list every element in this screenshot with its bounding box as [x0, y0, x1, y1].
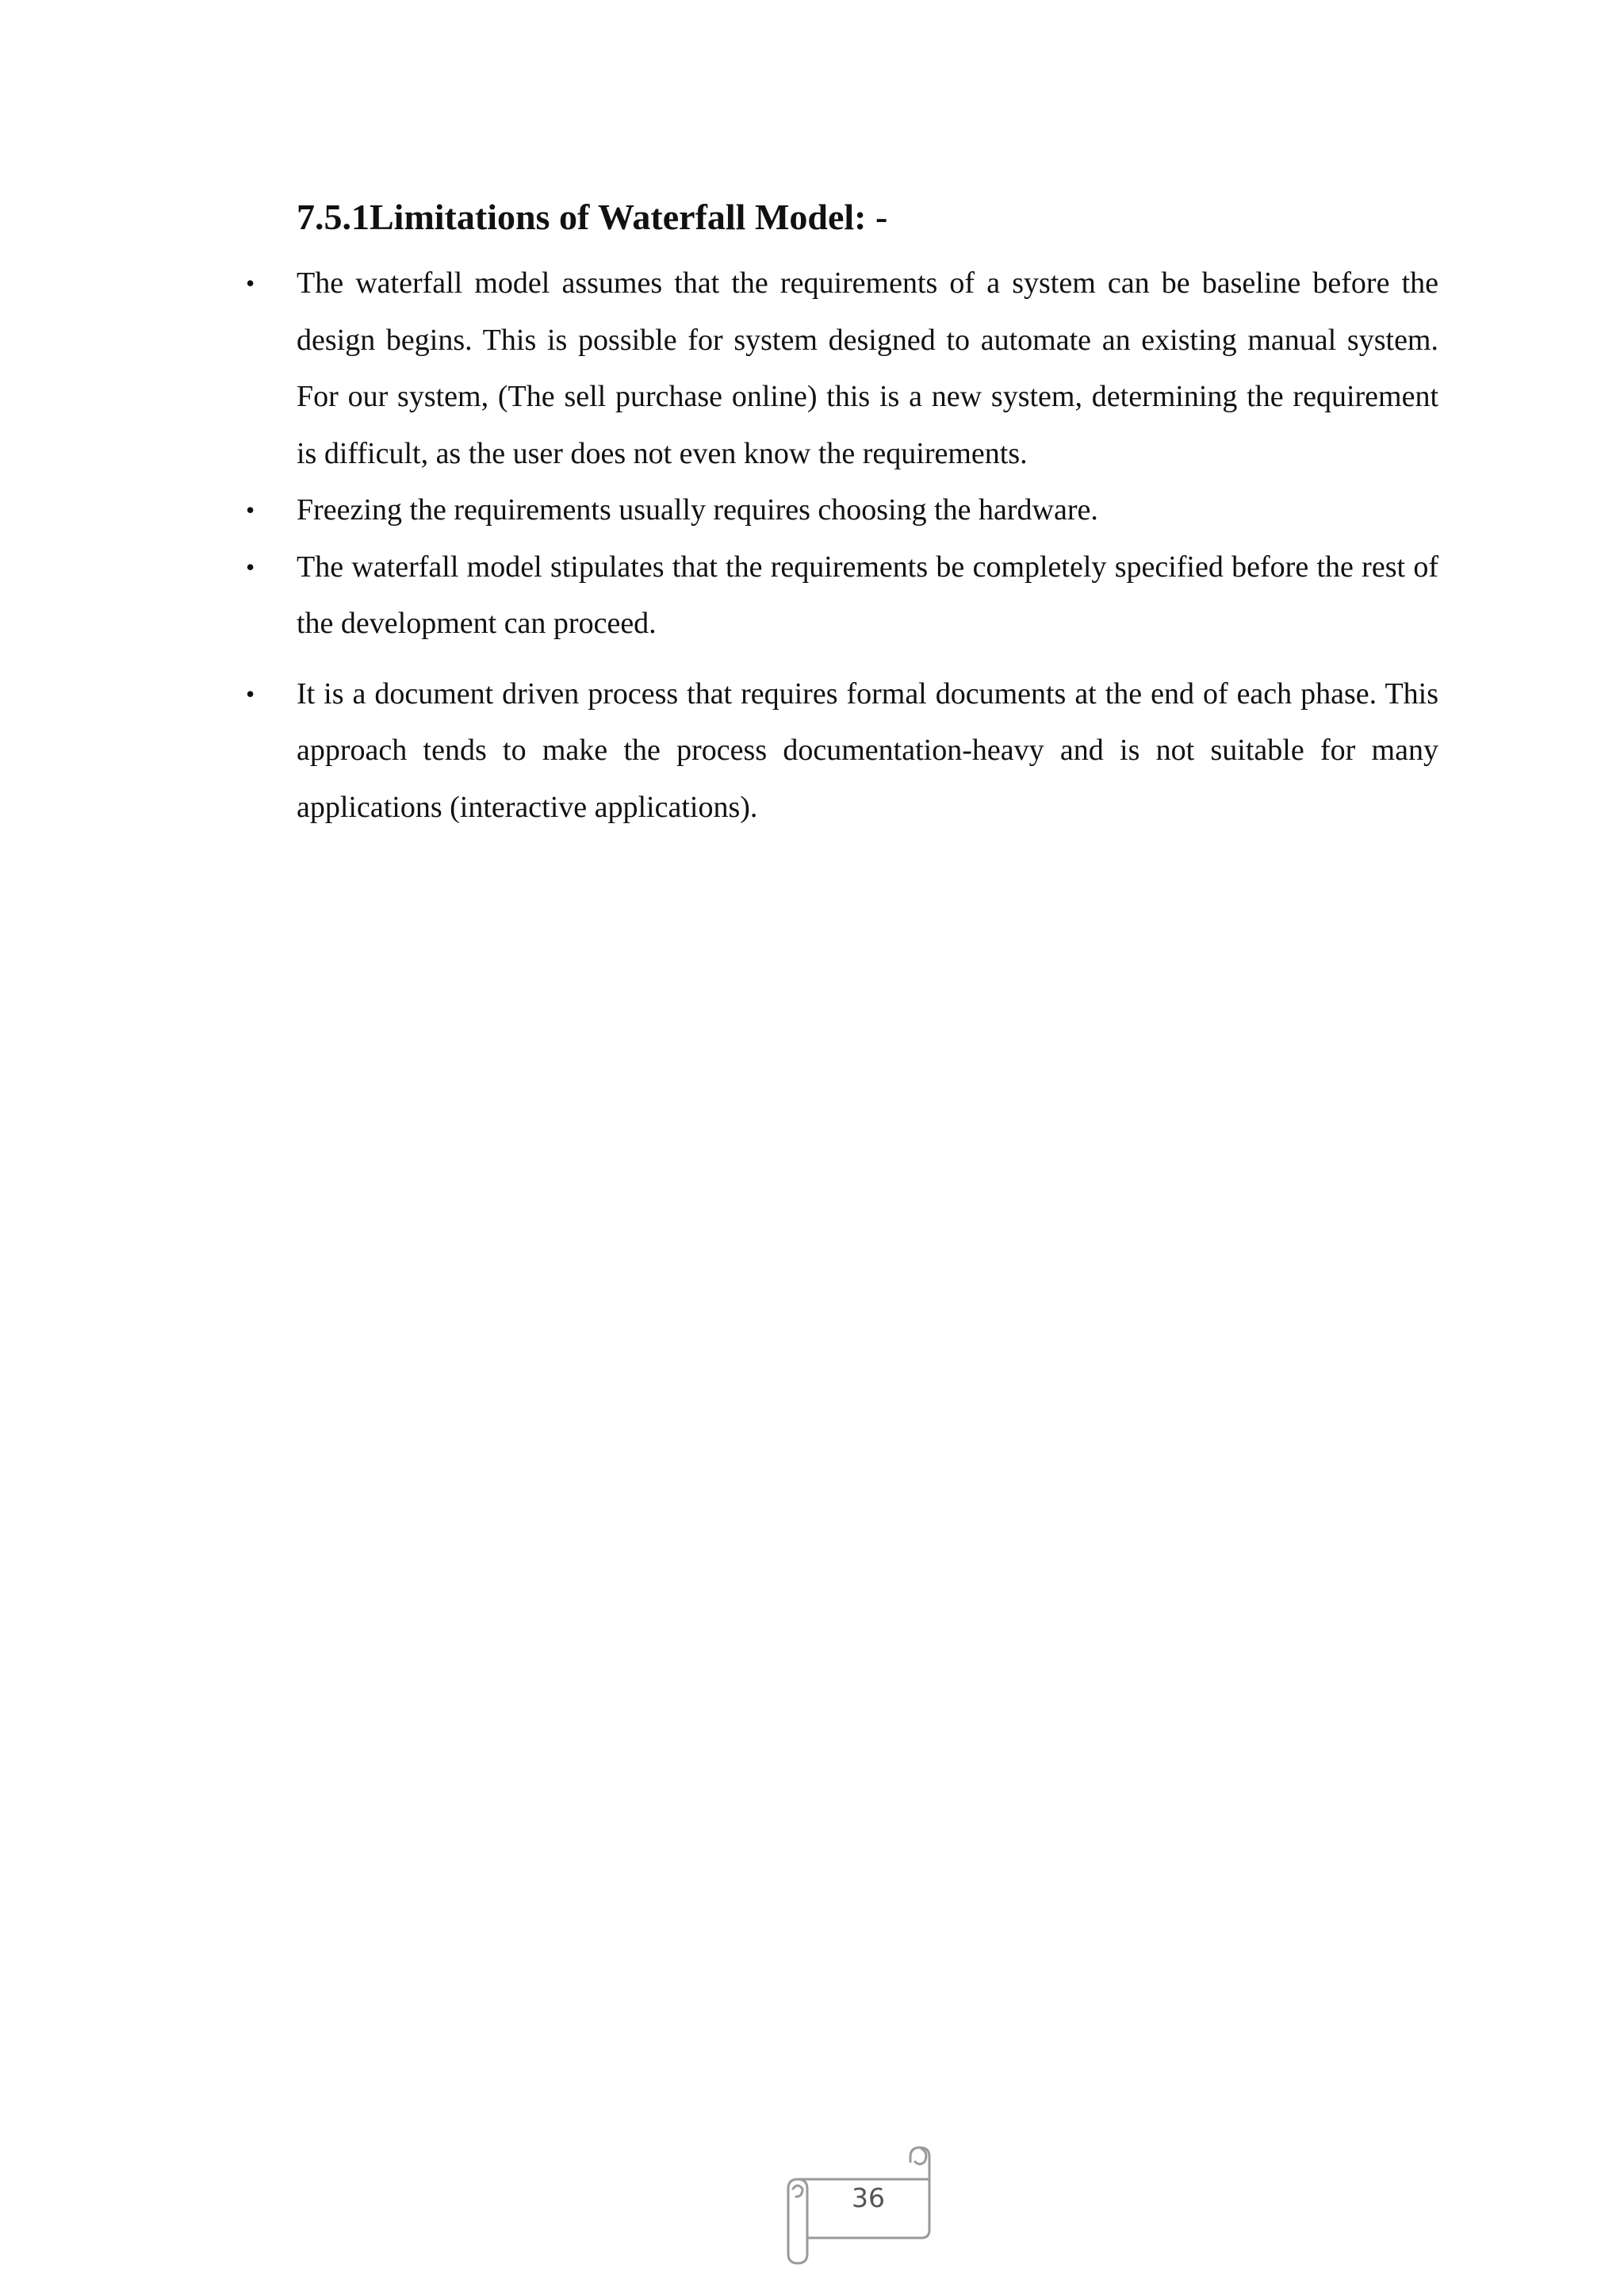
list-item [238, 539, 1438, 653]
bullet-icon: • [246, 269, 255, 297]
bullet-icon: • [246, 679, 255, 708]
bullet-text: It is a document driven process that requires formal documents at the end of each phase. This approach tends to make the process documentation-heavy and is not suitable for many applications (interactive applications). [297, 676, 1438, 824]
bullet-text: The waterfall model assumes that the requirements of a system can be baseline before the design begins. This is possible for system designed to automate an existing manual system. For our system, (The sell purchase online) this is a new system, determining the requirement is difficult, as the user does not even know the requirements. [297, 266, 1438, 470]
list-item [238, 255, 1438, 482]
section-heading: 7.5.1Limitations of Waterfall Model: - [297, 197, 888, 237]
list-item [238, 666, 1438, 837]
bullet-text: Freezing the requirements usually requires choosing the hardware. [297, 493, 1098, 527]
bullet-list [238, 255, 1438, 836]
bullet-text: The waterfall model stipulates that the requirements be completely specified before the rest of the development can proceed. [297, 550, 1438, 640]
page-number: 36 [852, 2182, 885, 2213]
bullet-icon: • [246, 552, 255, 581]
list-item [238, 482, 1438, 539]
bullet-icon: • [246, 496, 255, 524]
